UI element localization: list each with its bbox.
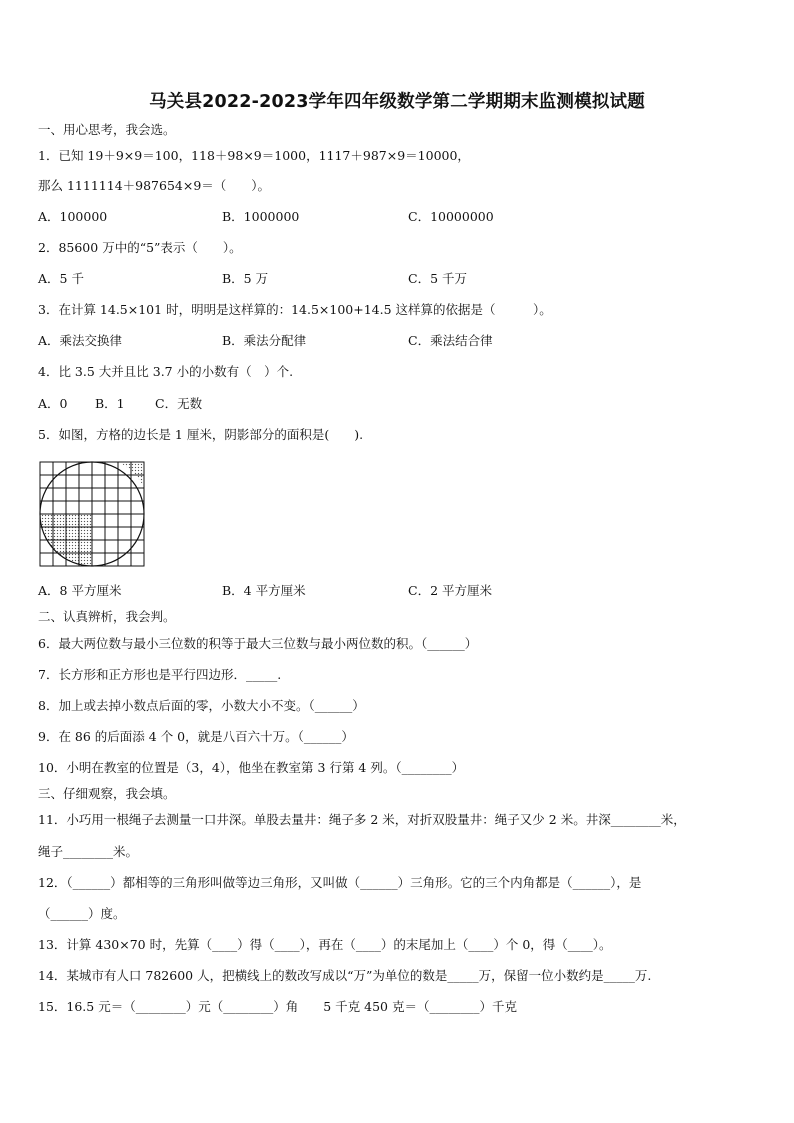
question-2-option-b: B．5 万 [222, 271, 269, 286]
question-14: 14．某城市有人口 782600 人，把横线上的数改写成以“万”为单位的数是_____万，保留一位小数约是_____万. [38, 968, 652, 983]
question-15: 15．16.5 元＝（________）元（________）角 5 千克 450 克＝（________）千克 [38, 999, 517, 1014]
question-10: 10．小明在教室的位置是（3，4），他坐在教室第 3 行第 4 列。（________） [38, 760, 465, 775]
question-5-option-b: B．4 平方厘米 [222, 583, 306, 598]
question-6: 6．最大两位数与最小三位数的积等于最大三位数与最小两位数的积。（______） [38, 636, 478, 651]
section-heading-fill: 三、仔细观察，我会填。 [38, 786, 176, 801]
question-5-option-a: A．8 平方厘米 [38, 583, 122, 598]
question-12-stem: 12．（______）都相等的三角形叫做等边三角形，又叫做（______）三角形。它的三个内角都是（______），是 [38, 875, 642, 890]
question-4-option-a: A．0 [38, 396, 68, 411]
question-13: 13．计算 430×70 时，先算（____）得（____），再在（____）的末尾加上（____）个 0，得（____）。 [38, 937, 612, 952]
question-7: 7．长方形和正方形也是平行四边形．_____. [38, 667, 282, 682]
question-1-stem: 1．已知 19＋9×9＝100，118＋98×9＝1000，1117＋987×9＝10000， [38, 148, 470, 163]
question-1-option-b: B．1000000 [222, 209, 300, 224]
grid-circle-figure [38, 460, 146, 572]
question-4-option-b: B．1 [95, 396, 125, 411]
question-11-stem: 11．小巧用一根绳子去测量一口井深。单股去量井：绳子多 2 米，对折双股量井：绳子又少 2 米。井深________米， [38, 812, 686, 827]
question-8: 8．加上或去掉小数点后面的零，小数大小不变。（______） [38, 698, 365, 713]
question-3-option-a: A．乘法交换律 [38, 333, 123, 348]
question-3-option-c: C．乘法结合律 [408, 333, 493, 348]
question-5-option-c: C．2 平方厘米 [408, 583, 492, 598]
question-1-option-a: A．100000 [38, 209, 108, 224]
question-1-option-c: C．10000000 [408, 209, 494, 224]
question-2-stem: 2．85600 万中的“5”表示（ ）。 [38, 240, 242, 255]
page-title: 马关县2022-2023学年四年级数学第二学期期末监测模拟试题 [149, 92, 645, 112]
question-5-stem: 5．如图，方格的边长是 1 厘米，阴影部分的面积是( ). [38, 427, 364, 442]
section-heading-judge: 二、认真辨析，我会判。 [38, 609, 176, 624]
section-heading-choice: 一、用心思考，我会选。 [38, 122, 176, 137]
question-12-stem-cont: （______）度。 [38, 906, 126, 921]
question-1-stem-cont: 那么 1111114＋987654×9＝（ ）。 [38, 178, 271, 193]
question-4-option-c: C．无数 [155, 396, 203, 411]
question-2-option-c: C．5 千万 [408, 271, 467, 286]
question-3-stem: 3．在计算 14.5×101 时，明明是这样算的：14.5×100+14.5 这样算的依据是（ ）。 [38, 302, 552, 317]
question-11-stem-cont: 绳子________米。 [38, 844, 139, 859]
question-4-stem: 4．比 3.5 大并且比 3.7 小的小数有（ ）个. [38, 364, 294, 379]
question-3-option-b: B．乘法分配律 [222, 333, 307, 348]
question-9: 9．在 86 的后面添 4 个 0，就是八百六十万。（______） [38, 729, 354, 744]
question-2-option-a: A．5 千 [38, 271, 84, 286]
